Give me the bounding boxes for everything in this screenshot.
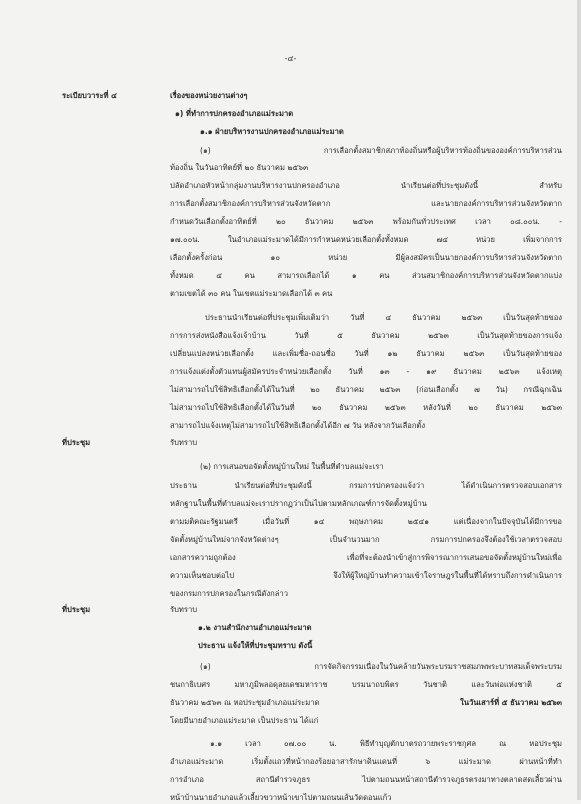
body-line: การแจ้งแต่งตั้งตัวแทนผู้สมัครประจำหน่วยเลือกตั้ง วันที่ ๑๓ - ๑๙ ธันวาคม ๒๕๖๓ แจ้งเหตุ: [170, 367, 562, 376]
body-line: (๑) การจัดกิจกรรมเนื่องในวันคล้ายวันพระบรมราชสมภพพระบาทสมเด็จพระบรม: [200, 662, 562, 671]
body-line: ของกรมการปกครองในกรณีดังกล่าว: [170, 589, 288, 598]
body-line: เปลี่ยนแปลงหน่วยเลือกตั้ง และเพิ่มชื่อ-ถอนชื่อ วันที่ ๑๒ ธันวาคม ๒๕๖๓ เป็นวันสุดท้ายของ: [170, 349, 562, 358]
agenda-label: ระเบียบวาระที่ ๔: [62, 91, 117, 100]
body-line: ปลัดอำเภอหัวหน้ากลุ่มงานบริหารงานปกครองอำเภอ นำเรียนต่อที่ประชุมดังนี้ สำหรับ: [170, 181, 562, 190]
body-line: เลือกตั้งครั้งก่อน ๑๐ หน่วย มีผู้ลงสมัครเป็นนายกองค์การบริหารส่วนจังหวัดตาก: [170, 253, 562, 262]
body-line: กำหนดวันเลือกตั้งอาทิตย์ที่ ๒๐ ธันวาคม ๒๕๖๓ พร้อมกันทั่วประเทศ เวลา ๐๘.๐๐น. -: [170, 217, 562, 226]
meeting-label: ที่ประชุม: [62, 605, 91, 614]
body-line: การเลือกตั้งสมาชิกองค์การบริหารส่วนจังหวัดตาก และนายกองค์การบริหารส่วนจังหวัดตาก: [170, 199, 562, 208]
page-edge: [577, 0, 581, 800]
body-line: ตามมติคณะรัฐมนตรี เมื่อวันที่ ๑๔ พฤษภาคม ๒๕๔๑ แต่เนื่องจากในปัจจุบันได้มีการขอ: [170, 517, 562, 526]
body-line: ประธาน นำเรียนต่อที่ประชุมดังนี้ กรมการปกครองแจ้งว่า ได้ดำเนินการตรวจสอบเอกสาร: [170, 481, 562, 490]
body-line: จัดตั้งหมู่บ้านใหม่จากจังหวัดต่างๆ เป็นจำนวนมาก กรมการปกครองจึงต้องใช้เวลาตรวจสอบ: [170, 535, 562, 544]
body-line: ไม่สามารถไปใช้สิทธิเลือกตั้งได้ในวันที่ ๒๐ ธันวาคม ๒๕๖๓ หลังวันที่ ๒๐ ธันวาคม ๒๕๖๓: [170, 403, 562, 412]
body-line: โดยมีนายอำเภอแม่ระมาด เป็นประธาน ได้แก่: [170, 716, 319, 725]
body-line: ธันวาคม ๒๕๖๓ ณ หอประชุมอำเภอแม่ระมาด: [170, 698, 320, 707]
body-line: หน้าบ้านนายอำเภอแล้วเลี้ยวขวาหน้าเขาไปตามถนนเส้นวัดดอนแก้ว: [170, 793, 392, 802]
body-line: อำเภอแม่ระมาด เริ่มตั้งแถวที่หน้ากองร้อยอาสารักษาดินแดนที่ ๖ แม่ระมาด ผ่านหน้าที่ทำ: [170, 757, 562, 766]
body-line: ความเห็นชอบต่อไป จึงให้ผู้ใหญ่บ้านทำความเข้าใจราษฎรในพื้นที่ได้ทราบถึงการดำเนินการ: [170, 571, 562, 580]
body-line: ท้องถิ่น ในวันอาทิตย์ที่ ๒๐ ธันวาคม ๒๕๖๓: [170, 163, 309, 172]
body-line-emphasis: ในวันเสาร์ที่ ๕ ธันวาคม ๒๕๖๓: [460, 698, 562, 707]
body-line: การอำเภอ สถานีตำรวจภูธร ไปตามถนนหน้าสถานีตำรวจภูธรตรงมาทางตลาดสดเลี้ยวผ่าน: [170, 775, 562, 784]
section1-sub1-heading: ๑.๑ ฝ่ายบริหารงานปกครองอำเภอแม่ระมาด: [200, 127, 344, 136]
body-line: เอกสารความถูกต้อง เพื่อที่จะต้องนำเข้าสู่การพิจารณาการเสนอขอจัดตั้งหมู่บ้านใหม่เพื่อ: [170, 553, 562, 562]
body-line: ชนกาธิเบศร มหาภูมิพลอดุลยเดชมหาราช บรมนาถบพิตร วันชาติ และวันพ่อแห่งชาติ ๕: [170, 680, 562, 689]
body-line: การการส่งหนังสือแจ้งเจ้าบ้าน วันที่ ๕ ธันวาคม ๒๕๖๓ เป็นวันสุดท้ายของการแจ้ง: [170, 331, 562, 340]
body-line: ตามเขตได้ ๓๐ คน ในเขตแม่ระมาดเลือกได้ ๓ คน: [170, 289, 333, 298]
section1-heading: ๑) ที่ทำการปกครองอำเภอแม่ระมาด: [175, 109, 294, 118]
body-line: ประธานนำเรียนต่อที่ประชุมเพิ่มเติมว่า วันที่ ๔ ธันวาคม ๒๕๖๓ เป็นวันสุดท้ายของ: [205, 313, 562, 322]
body-line: (๑) การเลือกตั้งสมาชิกสภาท้องถิ่นหรือผู้บริหารท้องถิ่นขององค์การบริหารส่วน: [200, 146, 562, 155]
meeting-label: ที่ประชุม: [62, 438, 91, 447]
section2-chair-line: ประธาน แจ้งให้ที่ประชุมทราบ ดังนี้: [198, 641, 313, 650]
meeting-result: รับทราบ: [170, 438, 198, 447]
meeting-result: รับทราบ: [170, 605, 198, 614]
body-line: ๑๗.๐๐น. ในอำเภอแม่ระมาดได้มีการกำหนดหน่วยเลือกตั้งทั้งหมด ๗๔ หน่วย เพิ่มจากการ: [170, 235, 562, 244]
body-line: หลักฐานในพื้นที่ตำบลแม่จะเราปรากฏว่าเป็นไปตามหลักเกณฑ์การจัดตั้งหมู่บ้าน: [170, 499, 427, 508]
body-line: ทั้งหมด ๔ คน สามารถเลือกได้ ๑ คน ส่วนสมาชิกองค์การบริหารส่วนจังหวัดตากแบ่ง: [170, 271, 562, 280]
body-line: ๑.๑ เวลา ๐๗.๐๐ น. พิธีทำบุญตักบาตรถวายพระราชกุศล ณ หอประชุม: [210, 739, 562, 748]
agenda-title: เรื่องของหน่วยงานต่างๆ: [170, 91, 248, 100]
section2-heading: ๑.๒ งานสำนักงานอำเภอแม่ระมาด: [198, 623, 312, 632]
body-line: (๒) การเสนอขอจัดตั้งหมู่บ้านใหม่ ในพื้นที่ตำบลแม่จะเรา: [200, 462, 384, 471]
body-line: สามารถไปแจ้งเหตุไม่สามารถไปใช้สิทธิเลือกตั้งได้อีก ๗ วัน หลังจากวันเลือกตั้ง: [170, 421, 426, 430]
body-line: ไม่สามารถไปใช้สิทธิเลือกตั้งได้ในวันที่ ๒๐ ธันวาคม ๒๕๖๓ (ก่อนเลือกตั้ง ๗ วัน) กรณีฉุกเฉิน: [170, 385, 562, 394]
page-number: -๔-: [284, 54, 297, 63]
